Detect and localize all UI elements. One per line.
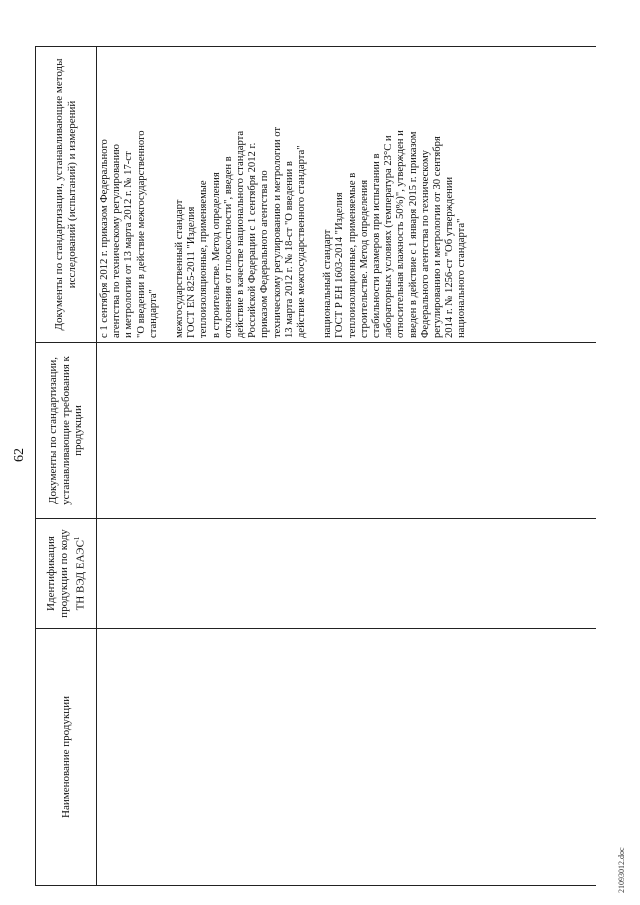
header-tnved-code: Идентификация продукции по коду ТН ВЭД ЕАЭС$^1$ [36, 519, 97, 629]
doc-entry-1 [99, 51, 160, 338]
doc-entry-3 [322, 51, 468, 338]
doc-line: относительная влажность 50%)", утвержден и [395, 130, 407, 338]
cell-method-docs [97, 47, 597, 343]
doc-line: ГОСТ EN 825-2011 "Изделия [186, 206, 198, 338]
doc-line: введен в действие с 1 января 2015 г. приказом [407, 131, 419, 338]
cell-requirement-docs [97, 343, 597, 519]
doc-line: теплоизоляционные, применяемые в [346, 172, 358, 338]
doc-line: стабильности размеров при испытании в [371, 153, 383, 338]
table-row [97, 47, 597, 886]
doc-line: с 1 сентября 2012 г. приказом Федерального [99, 139, 110, 338]
doc-line: в строительстве. Метод определения [210, 172, 222, 338]
doc-line: и метрологии от 13 марта 2012 г. № 17-ст [123, 151, 135, 338]
doc-line: национальный стандарт [322, 229, 334, 338]
standards-table [35, 46, 596, 886]
doc-line: национального стандарта" [456, 218, 468, 338]
header-requirement-docs: Документы по стандартизации, устанавливающие требования к продукции [36, 343, 97, 519]
doc-line: строительстве. Метод определения [358, 179, 370, 338]
doc-line: ГОСТ Р ЕН 1603-2014 "Изделия [334, 192, 346, 338]
doc-line: "О введении в действие межгосударственного [135, 130, 147, 338]
doc-line: приказом Федерального агентства по [259, 170, 271, 338]
doc-line: техническому регулированию и метрологии от [271, 126, 283, 338]
doc-line: теплоизоляционные, применяемые [198, 180, 210, 338]
cell-tnved-code [97, 519, 597, 629]
doc-line: лабораторных условиях (температура 23°С и [383, 135, 395, 338]
doc-line: агентства по техническому регулированию [111, 144, 123, 338]
doc-entry-2 [174, 51, 308, 338]
doc-line: Федерального агентства по техническому [419, 150, 431, 338]
table-header-row [36, 47, 97, 886]
doc-line: действие в качестве национального стандарта [235, 130, 247, 338]
page-number: 62 [12, 448, 27, 462]
header-footnote-mark: 1 [72, 536, 81, 541]
doc-line: межгосударственный стандарт [174, 199, 186, 338]
header-product-name: Наименование продукции [36, 629, 97, 886]
doc-line: стандарта" [147, 289, 159, 338]
doc-line: Российской Федерации с 1 сентября 2012 г. [247, 142, 259, 338]
cell-product-name [97, 629, 597, 886]
doc-line: 2014 г. № 1256-ст "Об утверждении [444, 176, 456, 338]
doc-line: действие межгосударственного стандарта" [296, 145, 308, 338]
footer-file-code: 21093012.doc [617, 847, 626, 893]
doc-line: отклонения от плоскостности", введен в [222, 156, 234, 338]
header-method-docs: Документы по стандартизации, устанавливающие методы исследований (испытаний) и измерений [36, 47, 97, 343]
doc-line: 13 марта 2012 г. № 18-ст "О введении в [283, 161, 295, 338]
doc-line: регулированию и метрологии от 30 сентября [432, 136, 444, 338]
